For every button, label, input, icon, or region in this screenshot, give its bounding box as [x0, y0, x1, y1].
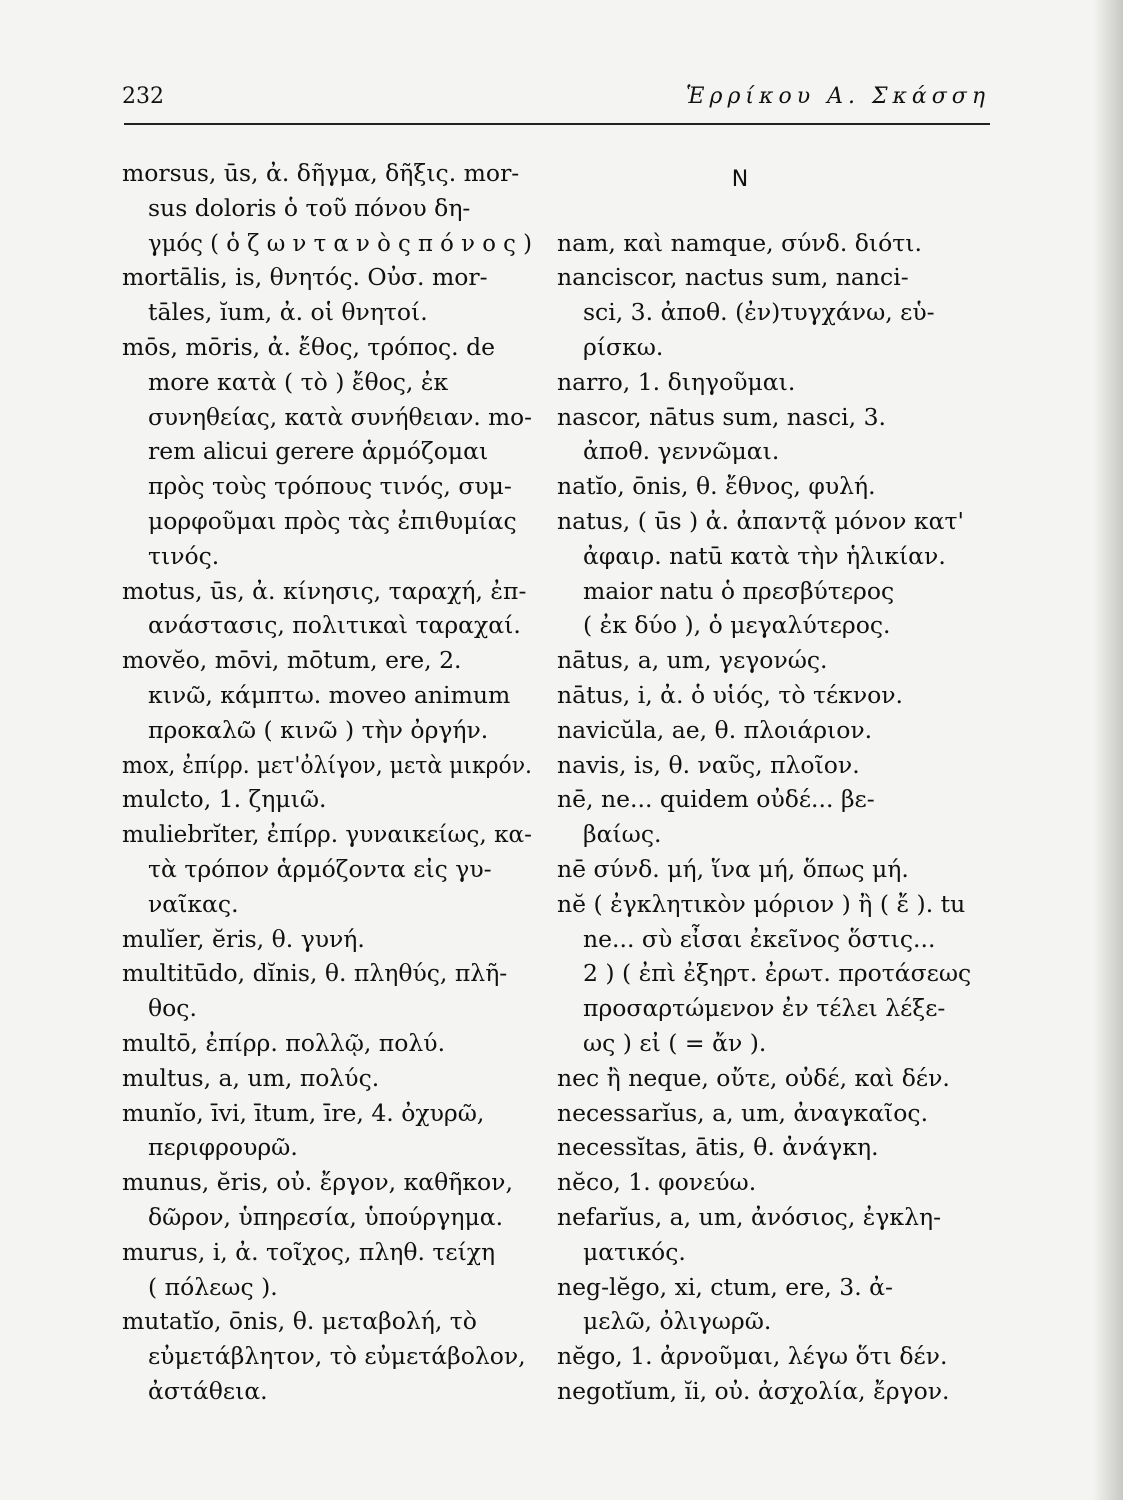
- entry-continuation-line: γμός ( ὁ ζ ω ν τ α ν ὸ ς π ό ν ο ς ): [148, 228, 532, 257]
- entry-headword-line: mutatĭo, ōnis, θ. μεταβολή, τὸ: [122, 1307, 477, 1336]
- entry-headword-line: mox, ἐπίρρ. μετ'ὀλίγον, μετὰ μικρόν.: [122, 750, 532, 779]
- entry-headword-line: motus, ūs, ἀ. κίνησις, ταραχή, ἐπ-: [122, 576, 527, 605]
- entry-headword-line: necessarĭus, a, um, ἀναγκαῖος.: [557, 1098, 929, 1127]
- running-head: Ἑρρίκου Α. Σκάσση: [686, 84, 990, 109]
- page-header: [122, 84, 990, 118]
- entry-headword-line: nē σύνδ. μή, ἵνα μή, ὅπως μή.: [557, 854, 909, 883]
- entry-continuation-line: 2 ) ( ἐπὶ ἐξηρτ. ἐρωτ. προτάσεως: [583, 959, 972, 988]
- entry-continuation-line: maior natu ὁ πρεσβύτερος: [583, 576, 895, 605]
- entry-headword-line: multitūdo, dĭnis, θ. πληθύς, πλῆ-: [122, 959, 508, 988]
- entry-continuation-line: ( πόλεως ).: [148, 1272, 278, 1301]
- entry-headword-line: multus, a, um, πολύς.: [122, 1063, 380, 1092]
- entry-headword-line: nanciscor, nactus sum, nanci-: [557, 263, 909, 292]
- entry-continuation-line: προσαρτώμενον ἐν τέλει λέξε-: [583, 994, 946, 1023]
- entry-continuation-line: κινῶ, κάμπτω. moveo animum: [148, 680, 511, 709]
- entry-continuation-line: βαίως.: [583, 820, 662, 849]
- entry-continuation-line: ναῖκας.: [148, 889, 239, 918]
- entry-headword-line: multō, ἐπίρρ. πολλῷ, πολύ.: [122, 1028, 446, 1057]
- entry-continuation-line: ρίσκω.: [583, 332, 664, 361]
- entry-continuation-line: ἀστάθεια.: [148, 1376, 268, 1405]
- entry-headword-line: negotĭum, ĭi, οὐ. ἀσχολία, ἔργον.: [557, 1376, 950, 1405]
- entry-headword-line: neg-lĕgo, xi, ctum, ere, 3. ἀ-: [557, 1272, 893, 1301]
- entry-headword-line: navis, is, θ. ναῦς, πλοῖον.: [557, 750, 860, 779]
- entry-continuation-line: εὐμετάβλητον, τὸ εὐμετάβολον,: [148, 1342, 526, 1371]
- page-number: 232: [122, 84, 164, 109]
- entry-continuation-line: ματικός.: [583, 1237, 686, 1266]
- entry-continuation-line: ἀφαιρ. natū κατὰ τὴν ἡλικίαν.: [583, 541, 946, 570]
- entry-headword-line: nĕ ( ἐγκλητικὸν μόριον ) ἢ ( ἔ ). tu: [557, 889, 966, 918]
- entry-headword-line: mulcto, 1. ζημιῶ.: [122, 785, 327, 814]
- entry-continuation-line: ( ἐκ δύο ), ὁ μεγαλύτερος.: [583, 611, 891, 640]
- entry-headword-line: navicŭla, ae, θ. πλοιάριον.: [557, 715, 873, 744]
- entry-headword-line: nātus, a, um, γεγονώς.: [557, 646, 828, 675]
- entry-headword-line: narro, 1. διηγοῦμαι.: [557, 367, 796, 396]
- entry-headword-line: mulĭer, ĕris, θ. γυνή.: [122, 924, 365, 953]
- entry-continuation-line: ως ) εἰ ( = ἄν ).: [583, 1028, 767, 1057]
- entry-continuation-line: μορφοῦμαι πρὸς τὰς ἐπιθυμίας: [148, 506, 517, 535]
- section-letter: N: [731, 167, 749, 192]
- entry-headword-line: movĕo, mōvi, mōtum, ere, 2.: [122, 646, 462, 675]
- entry-continuation-line: more κατὰ ( τὸ ) ἔθος, ἐκ: [148, 367, 449, 396]
- entry-continuation-line: tāles, ĭum, ἀ. οἱ θνητοί.: [148, 298, 428, 327]
- entry-continuation-line: προκαλῶ ( κινῶ ) τὴν ὀργήν.: [148, 715, 489, 744]
- entry-continuation-line: πρὸς τοὺς τρόπους τινός, συμ-: [148, 472, 512, 501]
- entry-continuation-line: ne... σὺ εἶσαι ἐκεῖνος ὅστις...: [583, 924, 936, 953]
- entry-continuation-line: περιφρουρῶ.: [148, 1133, 298, 1162]
- entry-headword-line: mortālis, is, θνητός. Οὐσ. mor-: [122, 263, 488, 292]
- right-column-entries: [557, 226, 993, 1409]
- entry-headword-line: muliebrĭter, ἐπίρρ. γυναικείως, κα-: [122, 820, 532, 849]
- left-column: [122, 156, 532, 1409]
- entry-headword-line: nascor, nātus sum, nasci, 3.: [557, 402, 887, 431]
- header-rule: [124, 123, 990, 125]
- entry-headword-line: nam, καὶ namque, σύνδ. διότι.: [557, 228, 922, 257]
- entry-headword-line: natus, ( ūs ) ἀ. ἀπαντᾷ μόνον κατ': [557, 506, 964, 535]
- entry-headword-line: mōs, mōris, ἀ. ἔθος, τρόπος. de: [122, 332, 496, 361]
- entry-headword-line: nĕgo, 1. ἀρνοῦμαι, λέγω ὅτι δέν.: [557, 1342, 948, 1371]
- entry-headword-line: munus, ĕris, οὐ. ἔργον, καθῆκον,: [122, 1168, 513, 1197]
- entry-headword-line: nec ἢ neque, οὔτε, οὐδέ, καὶ δέν.: [557, 1063, 950, 1092]
- entry-continuation-line: μελῶ, ὀλιγωρῶ.: [583, 1307, 772, 1336]
- entry-headword-line: nĕco, 1. φονεύω.: [557, 1168, 757, 1197]
- entry-headword-line: necessĭtas, ātis, θ. ἀνάγκη.: [557, 1133, 879, 1162]
- entry-continuation-line: ανάστασις, πολιτικαὶ ταραχαί.: [148, 611, 521, 640]
- entry-headword-line: nefarĭus, a, um, ἀνόσιος, ἐγκλη-: [557, 1202, 942, 1231]
- entry-continuation-line: θος.: [148, 994, 197, 1023]
- entry-headword-line: morsus, ūs, ἀ. δῆγμα, δῆξις. mor-: [122, 159, 520, 187]
- entry-continuation-line: ἀποθ. γεννῶμαι.: [583, 437, 780, 466]
- page-edge-shadow: [1093, 0, 1123, 1500]
- entry-continuation-line: δῶρον, ὑπηρεσία, ὑπούργημα.: [148, 1202, 504, 1231]
- entry-continuation-line: συνηθείας, κατὰ συνήθειαν. mo-: [148, 402, 532, 431]
- entry-continuation-line: sus doloris ὁ τοῦ πόνου δη-: [148, 193, 471, 222]
- entry-continuation-line: τινός.: [148, 541, 220, 570]
- entry-headword-line: natĭo, ōnis, θ. ἔθνος, φυλή.: [557, 472, 876, 501]
- entry-continuation-line: rem alicui gerere ἁρμόζομαι: [148, 437, 489, 466]
- entry-headword-line: murus, i, ἀ. τοῖχος, πληθ. τείχη: [122, 1237, 496, 1266]
- entry-headword-line: nātus, i, ἀ. ὁ υἱός, τὸ τέκνον.: [557, 680, 904, 709]
- entry-continuation-line: τὰ τρόπον ἁρμόζοντα εἰς γυ-: [148, 854, 492, 883]
- entry-headword-line: nē, ne... quidem οὐδέ... βε-: [557, 785, 875, 814]
- right-column: [557, 156, 993, 1409]
- entry-continuation-line: sci, 3. ἀποθ. (ἐν)τυγχάνω, εὑ-: [583, 298, 935, 327]
- entry-headword-line: munĭo, īvi, ītum, īre, 4. ὀχυρῶ,: [122, 1098, 485, 1127]
